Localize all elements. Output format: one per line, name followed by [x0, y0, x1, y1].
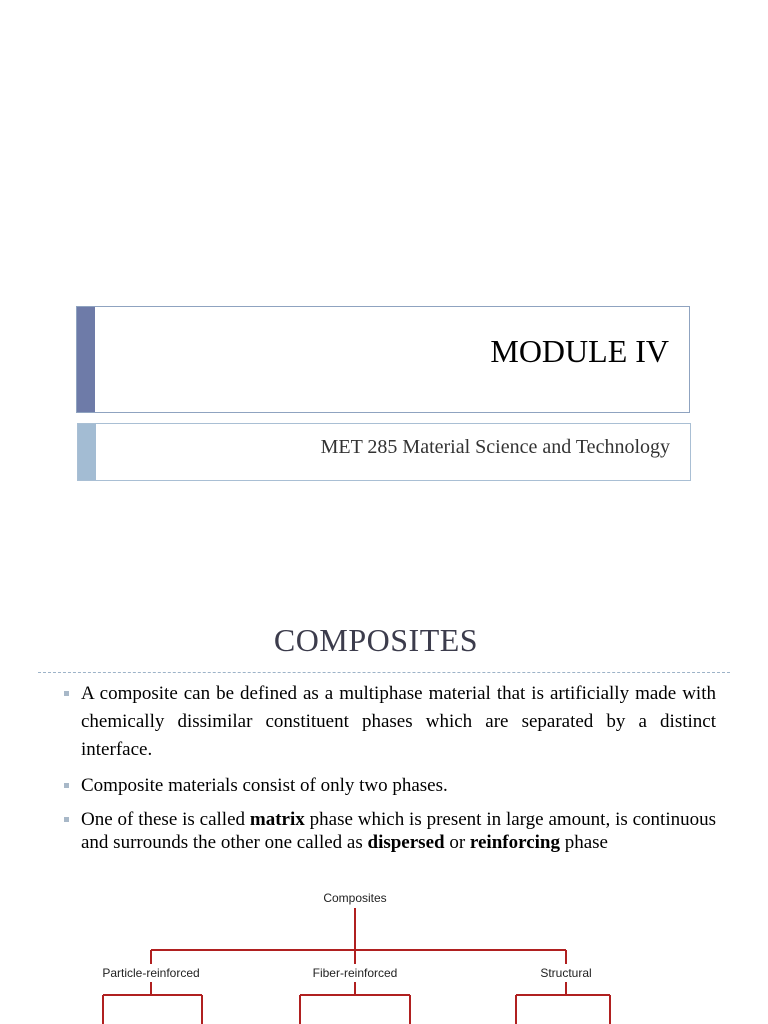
slide-title: MODULE IV [490, 333, 669, 369]
title-box [76, 306, 690, 413]
bullet-text-part: or [444, 832, 470, 853]
bullet-list [64, 680, 716, 854]
tree-node-structural: Structural [540, 966, 592, 980]
bullet-marker [64, 691, 69, 696]
tree-node-particle: Particle-reinforced [102, 966, 200, 980]
bullet-marker [64, 817, 69, 822]
bullet-text-part: One of these is called [81, 809, 250, 830]
bullet-marker [64, 783, 69, 788]
bold-term-reinforcing: reinforcing [469, 832, 560, 853]
tree-node-fiber: Fiber-reinforced [312, 966, 398, 980]
bold-term-dispersed: dispersed [367, 832, 445, 853]
tree-root-label: Composites [323, 891, 387, 905]
bullet-text-part: phase [559, 832, 608, 853]
bullet-text: Composite materials consist of only two phases. [81, 775, 448, 796]
title-accent-bar [77, 307, 95, 412]
slide-heading: COMPOSITES [273, 622, 479, 658]
bullet-text: A composite can be defined as a multiphase material that is artificially made with chemically dissimilar constituent phases which are separated by a distinct interface. [81, 683, 716, 760]
composites-tree-diagram [0, 880, 768, 1024]
bullet-item [64, 808, 716, 854]
heading-divider [38, 672, 730, 673]
bullet-text-part: phase which is present in large amount, is continuous and surrounds the other one called as [81, 809, 716, 853]
subtitle-accent-bar [78, 424, 96, 480]
bold-term-matrix: matrix [249, 809, 305, 830]
bullet-item [64, 680, 716, 764]
bullet-item [64, 772, 716, 800]
composites-slide [0, 610, 768, 1024]
slide-subtitle: MET 285 Material Science and Technology [320, 436, 670, 458]
subtitle-box [77, 423, 691, 481]
